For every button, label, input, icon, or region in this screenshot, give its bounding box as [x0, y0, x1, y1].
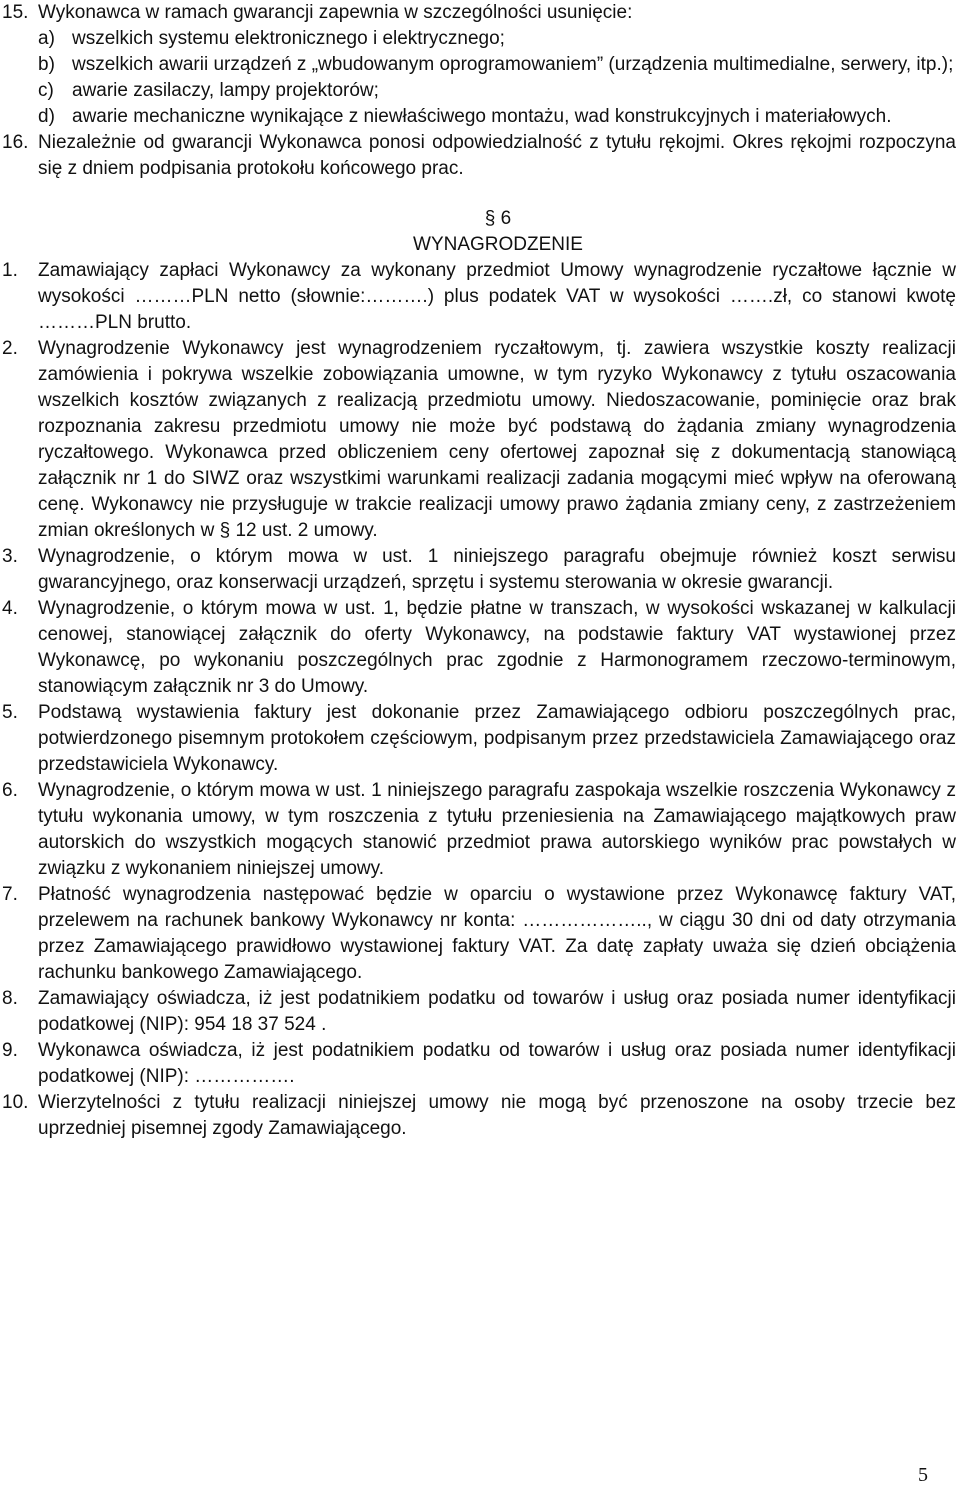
- list-item: [0, 104, 958, 130]
- paragraph-text: Zamawiający oświadcza, iż jest podatnikiem podatku od towarów i usług oraz posiada numer identyfikacji podatkowej (NIP): 954 18 37 524 .: [38, 988, 956, 1035]
- paragraph-number: 1.: [2, 260, 18, 281]
- section-paragraph: [0, 1038, 958, 1090]
- paragraph-number: 6.: [2, 780, 18, 801]
- paragraph-text: Wynagrodzenie, o którym mowa w ust. 1 niniejszego paragrafu obejmuje również koszt serwisu gwarancyjnego, oraz konserwacji urządzeń, sprzętu i systemu sterowania w okresie gwarancji.: [38, 546, 956, 593]
- paragraph-text: Wykonawca w ramach gwarancji zapewnia w szczególności usunięcie:: [38, 2, 633, 23]
- paragraph-number: 10.: [2, 1092, 29, 1113]
- section-paragraph: [0, 258, 958, 336]
- item-label: d): [38, 106, 55, 127]
- paragraph-number: 5.: [2, 702, 18, 723]
- paragraph-number: 3.: [2, 546, 18, 567]
- section-paragraph: [0, 544, 958, 596]
- item-text: wszelkich awarii urządzeń z „wbudowanym oprogramowaniem” (urządzenia multimedialne, serwery, itp.);: [72, 54, 954, 75]
- paragraph-number: 8.: [2, 988, 18, 1009]
- paragraph-number: 9.: [2, 1040, 18, 1061]
- paragraph-number: 16.: [2, 132, 29, 153]
- section-paragraph: [0, 986, 958, 1038]
- spacer: [0, 182, 958, 206]
- paragraph-text: Płatność wynagrodzenia następować będzie w oparciu o wystawione przez Wykonawcę faktury VAT, przelewem na rachunek bankowy Wykonawcy nr konta: ……………….., w ciągu 30 dni od daty otrzymania przez Zamawiającego prawidłowo wystawionej faktury VAT. Za datę zapłaty uważa się dzień obciążenia rachunku bankowego Zamawiającego.: [38, 884, 956, 983]
- list-item: [0, 52, 958, 78]
- paragraph-text: Wynagrodzenie, o którym mowa w ust. 1, będzie płatne w transzach, w wysokości wskazanej w kalkulacji cenowej, stanowiącej załącznik do oferty Wykonawcy, na podstawie faktury VAT wystawionej przez Wykonawcę, po wykonaniu poszczególnych prac zgodnie z Harmonogramem rzeczowo-terminowym, stanowiącym załącznik nr 3 do Umowy.: [38, 598, 956, 697]
- paragraph-text: Niezależnie od gwarancji Wykonawca ponosi odpowiedzialność z tytułu rękojmi. Okres rękojmi rozpoczyna się z dniem podpisania protokołu końcowego prac.: [38, 132, 956, 179]
- paragraph-number: 7.: [2, 884, 18, 905]
- item-text: awarie zasilaczy, lampy projektorów;: [72, 80, 379, 101]
- section-paragraph: [0, 700, 958, 778]
- paragraph-text: Wierzytelności z tytułu realizacji niniejszej umowy nie mogą być przenoszone na osoby trzecie bez uprzedniej pisemnej zgody Zamawiającego.: [38, 1092, 956, 1139]
- section-paragraph: [0, 596, 958, 700]
- paragraph-number: 4.: [2, 598, 18, 619]
- list-item: [0, 26, 958, 52]
- paragraph-text: Wynagrodzenie Wykonawcy jest wynagrodzeniem ryczałtowym, tj. zawiera wszystkie koszty realizacji zamówienia i pokrywa wszelkie zobowiązania umowne, w tym ryzyko Wykonawcy z tytułu oszacowania wszelkich kosztów związanych z realizacją przedmiotu umowy. Niedoszacowanie, pominięcie oraz brak rozpoznania zakresu przedmiotu umowy nie może być podstawą do żądania zmiany wynagrodzenia ryczałtowego. Wykonawca przed obliczeniem ceny ofertowej zapoznał się z dokumentacją stanowiącą załącznik nr 1 do SIWZ oraz wszystkimi warunkami realizacji zadania mogącymi mieć wpływ na oferowaną cenę. Wykonawcy nie przysługuje w trakcie realizacji umowy prawo żądania zmiany ceny, z zastrzeżeniem zmian określonych w § 12 ust. 2 umowy.: [38, 338, 956, 541]
- paragraph-16: [0, 130, 958, 182]
- paragraph-text: Wynagrodzenie, o którym mowa w ust. 1 niniejszego paragrafu zaspokaja wszelkie roszczenia Wykonawcy z tytułu wykonania umowy, w tym roszczenia z tytułu przeniesienia na Zamawiającego majątkowych praw autorskich do wszystkich mogących stanowić przedmiot prawa autorskiego wyników prac powstałych w związku z wykonaniem niniejszej umowy.: [38, 780, 956, 879]
- section-title: WYNAGRODZENIE: [413, 234, 583, 255]
- item-label: b): [38, 54, 55, 75]
- item-text: wszelkich systemu elektronicznego i elektrycznego;: [72, 28, 505, 49]
- paragraph-text: Zamawiający zapłaci Wykonawcy za wykonany przedmiot Umowy wynagrodzenie ryczałtowe łącznie w wysokości ………PLN netto (słownie:……….) plus podatek VAT w wysokości …….zł, co stanowi kwotę ………PLN brutto.: [38, 260, 956, 333]
- paragraph-text: Wykonawca oświadcza, iż jest podatnikiem podatku od towarów i usług oraz posiada numer identyfikacji podatkowej (NIP): …………….: [38, 1040, 956, 1087]
- page-number: 5: [918, 1464, 928, 1486]
- item-label: c): [38, 80, 54, 101]
- section-symbol: § 6: [484, 208, 512, 229]
- item-text: awarie mechaniczne wynikające z niewłaściwego montażu, wad konstrukcyjnych i materiałowych.: [72, 106, 892, 127]
- section-paragraph: [0, 778, 958, 882]
- section-paragraph: [0, 336, 958, 544]
- paragraph-number: 2.: [2, 338, 18, 359]
- paragraph-text: Podstawą wystawienia faktury jest dokonanie przez Zamawiającego odbioru poszczególnych prac, potwierdzonego pisemnym protokołem częściowym, podpisanym przez przedstawiciela Zamawiającego oraz przedstawiciela Wykonawcy.: [38, 702, 956, 775]
- list-item: [0, 78, 958, 104]
- section-paragraph: [0, 882, 958, 986]
- paragraph-number: 15.: [2, 2, 29, 23]
- section-paragraph: [0, 1090, 958, 1142]
- item-label: a): [38, 28, 55, 49]
- paragraph-15: [0, 0, 958, 26]
